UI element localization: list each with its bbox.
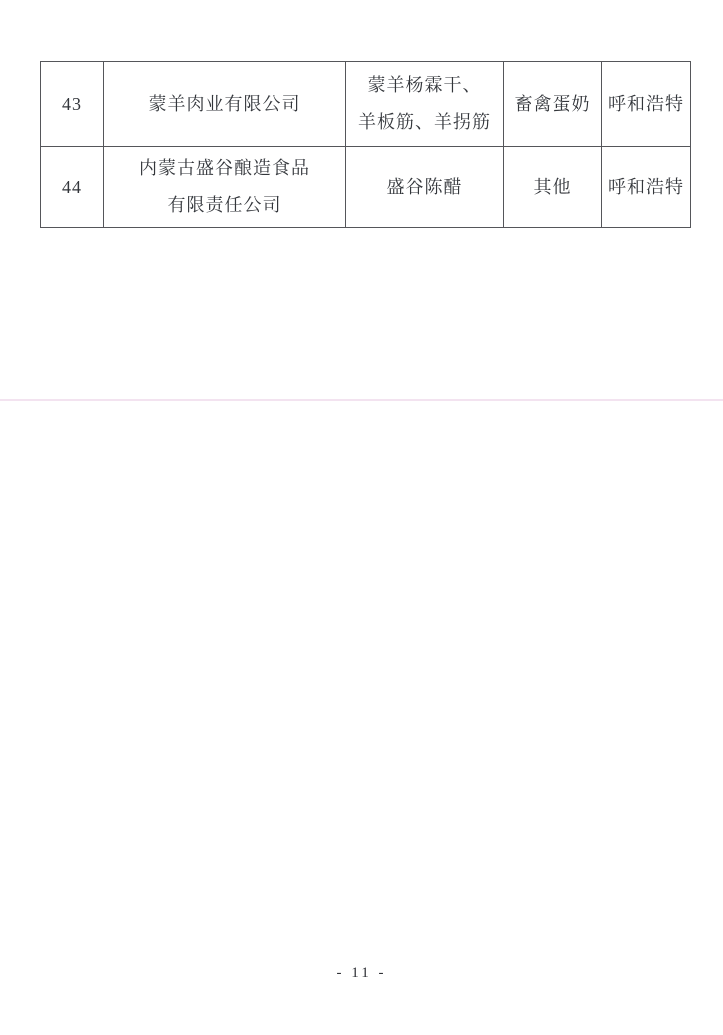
food-companies-table xyxy=(40,61,691,228)
company-name-line: 有限责任公司 xyxy=(167,195,282,215)
page-number: - 11 - xyxy=(336,965,387,981)
cell-city: 呼和浩特 xyxy=(602,62,691,147)
cell-row-number: 43 xyxy=(41,62,104,147)
cell-product-names xyxy=(346,147,504,228)
cell-row-number: 44 xyxy=(41,147,104,228)
product-names-line: 羊板筋、羊拐筋 xyxy=(358,112,491,132)
cell-company-name xyxy=(104,62,346,147)
table-row xyxy=(41,62,691,147)
product-names-line: 蒙羊杨霖干、 xyxy=(367,75,482,95)
cell-product-names xyxy=(346,62,504,147)
cell-category: 其他 xyxy=(504,147,602,228)
cell-city: 呼和浩特 xyxy=(602,147,691,228)
company-name-line: 蒙羊肉业有限公司 xyxy=(148,93,301,114)
cell-company-name xyxy=(104,147,346,228)
cell-category: 畜禽蛋奶 xyxy=(504,62,602,147)
company-name-line: 内蒙古盛谷酿造食品 xyxy=(139,158,310,178)
page-divider-line xyxy=(0,399,723,401)
product-names-line: 盛谷陈醋 xyxy=(386,176,463,197)
table-row xyxy=(41,147,691,228)
